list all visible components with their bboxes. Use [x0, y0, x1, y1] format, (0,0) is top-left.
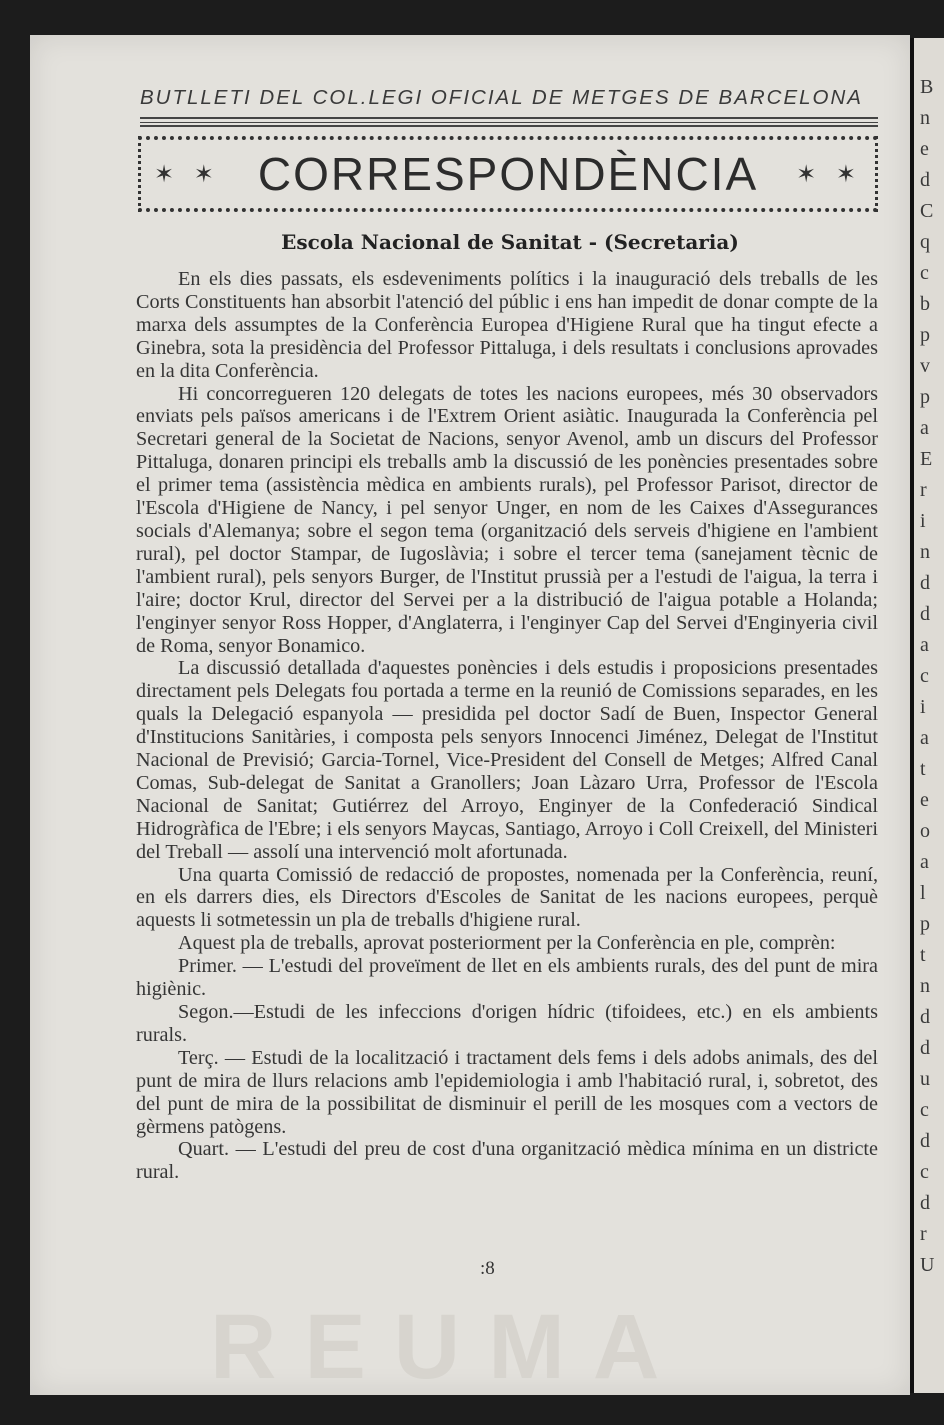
margin-letter: d: [920, 1192, 930, 1214]
page-number: :8: [480, 1258, 495, 1279]
margin-letter: n: [920, 975, 930, 997]
margin-letter: a: [920, 417, 929, 439]
article-body: [136, 268, 878, 1184]
margin-letter: p: [920, 386, 930, 408]
margin-letter: e: [920, 138, 929, 160]
margin-letter: n: [920, 107, 930, 129]
margin-letter: i: [920, 510, 926, 532]
paragraph: Una quarta Comissió de redacció de propostes, nomenada per la Conferència, reuní, en els darrers dies, els Directors d'Escoles de Sanitat de les nacions europees, perquè aquests li sotmetessin un pla de treballs d'higiene rural.: [136, 863, 878, 932]
margin-letter: t: [920, 944, 926, 966]
margin-letter: b: [920, 293, 930, 315]
margin-letter: i: [920, 696, 926, 718]
star-ornament-icon: ✶ ✶: [796, 160, 862, 188]
margin-letter: c: [920, 1099, 929, 1121]
list-item: Terç. — Estudi de la localització i tractament dels fems i dels adobs animals, des del punt de mira de llurs relacions amb l'epidemiologia i amb l'habitació rural, i, sobretot, des del punt de mira de la possibilitat de disminuir el perill de les mosques com a vectors de gèrmens patògens.: [136, 1046, 878, 1138]
margin-letter: C: [920, 200, 934, 222]
margin-letter: r: [920, 479, 927, 501]
margin-letter: c: [920, 665, 929, 687]
margin-letter: e: [920, 789, 929, 811]
margin-letter: t: [920, 758, 926, 780]
title-frame: [138, 136, 878, 212]
margin-letter: p: [920, 324, 930, 346]
margin-letter: a: [920, 851, 929, 873]
show-through-text: REUMA: [210, 1296, 688, 1398]
margin-letter: B: [920, 76, 934, 98]
margin-letter: v: [920, 355, 930, 377]
paragraph: Hi concorregueren 120 delegats de totes les nacions europees, més 30 observadors enviats pels països americans i de l'Extrem Orient asiàtic. Inaugurada la Conferència pel Secretari general de la Societat de Nacions, senyor Avenol, amb un discurs del Professor Pittaluga, donaren principi els treballs amb la discussió de les ponències presentades sobre el primer tema (assistència mèdica en ambients rurals), pel Professor Parisot, director de l'Escola d'Higiene de Nancy, i pel senyor Unger, en nom de les Caixes d'Assegurances socials d'Alemanya; sobre el segon tema (organització dels serveis d'higiene en l'ambient rural), pel doctor Stampar, de Iugoslàvia; i sobre el tercer tema (sanejament tècnic de l'ambient rural), pels senyors Burger, de l'Institut prussià per a l'estudi de l'aigua, la terra i l'aire; doctor Krul, director del Servei per a la distribució de l'aigua potable a Holanda; l'enginyer senyor Ross Hopper, d'Anglaterra, i l'enginyer Cap del Servei d'Enginyeria civil de Roma, senyor Bonamico.: [136, 382, 878, 657]
star-ornament-icon: ✶ ✶: [153, 160, 220, 188]
margin-letter: U: [920, 1254, 935, 1276]
margin-letter: l: [920, 882, 926, 904]
margin-letter: c: [920, 1161, 929, 1183]
margin-letter: a: [920, 634, 929, 656]
margin-letter: d: [920, 1006, 930, 1028]
paragraph: Aquest pla de treballs, aprovat posteriorment per la Conferència en ple, comprèn:: [178, 932, 836, 955]
margin-letter: n: [920, 541, 930, 563]
margin-letter: p: [920, 913, 930, 935]
margin-letter: d: [920, 169, 930, 191]
page-title: CORRESPONDÈNCIA: [257, 148, 759, 200]
section-heading: Escola Nacional de Sanitat - (Secretaria): [281, 230, 739, 254]
margin-letter: r: [920, 1223, 927, 1245]
list-item: Primer. — L'estudi del proveïment de llet en els ambients rurals, des del punt de mira higiènic.: [136, 955, 878, 1001]
adjacent-page-edge: [914, 38, 944, 1393]
margin-letter: d: [920, 1130, 930, 1152]
header-rule-thick: [140, 117, 878, 119]
header-rule-thin: [140, 122, 878, 123]
list-item: Segon.—Estudi de les infeccions d'origen hídric (tifoidees, etc.) en els ambients rurals.: [136, 1001, 878, 1046]
header-rule-bottom: [140, 125, 878, 127]
list-item: Quart. — L'estudi del preu de cost d'una organització mèdica mínima en un districte rural.: [136, 1138, 878, 1184]
paragraph: En els dies passats, els esdeveniments polítics i la inauguració dels treballs de les Corts Constituents han absorbit l'atenció del públic i ens han impedit de donar compte de la marxa dels assumptes de la Conferència Europea d'Higiene Rural que ha tingut efecte a Ginebra, sota la presidència del Professor Pittaluga, i dels resultats i conclusions aprovades en la dita Conferència.: [136, 268, 878, 382]
running-head: BUTLLETI DEL COL.LEGI OFICIAL DE METGES DE BARCELONA: [140, 86, 863, 109]
margin-letter: o: [920, 820, 930, 842]
margin-letter: a: [920, 727, 929, 749]
margin-letter: q: [920, 231, 930, 253]
margin-letter: d: [920, 572, 930, 594]
margin-letter: E: [920, 448, 933, 470]
margin-letter: d: [920, 603, 930, 625]
margin-letter: d: [920, 1037, 930, 1059]
paragraph: La discussió detallada d'aquestes ponències i dels estudis i proposicions presentades directament pels Delegats fou portada a terme en la reunió de Comissions separades, en les quals la Delegació espanyola — presidida pel doctor Sadí de Buen, Inspector General d'Institucions Sanitàries, i composta pels senyors Innocenci Jiménez, Delegat de l'Institut Nacional de Previsió; Garcia-Tornel, Vice-President del Consell de Metges; Alfred Canal Comas, Sub-delegat de Sanitat a Granollers; Joan Làzaro Urra, Professor de l'Escola Nacional de Sanitat; Gutiérrez del Arroyo, Enginyer de la Confederació Sindical Hidrogràfica de l'Ebre; i els senyors Maycas, Santiago, Arroyo i Coll Creixell, del Ministeri del Treball — assolí una intervenció molt afortunada.: [136, 657, 878, 863]
margin-letter: c: [920, 262, 929, 284]
margin-letter: u: [920, 1068, 930, 1090]
